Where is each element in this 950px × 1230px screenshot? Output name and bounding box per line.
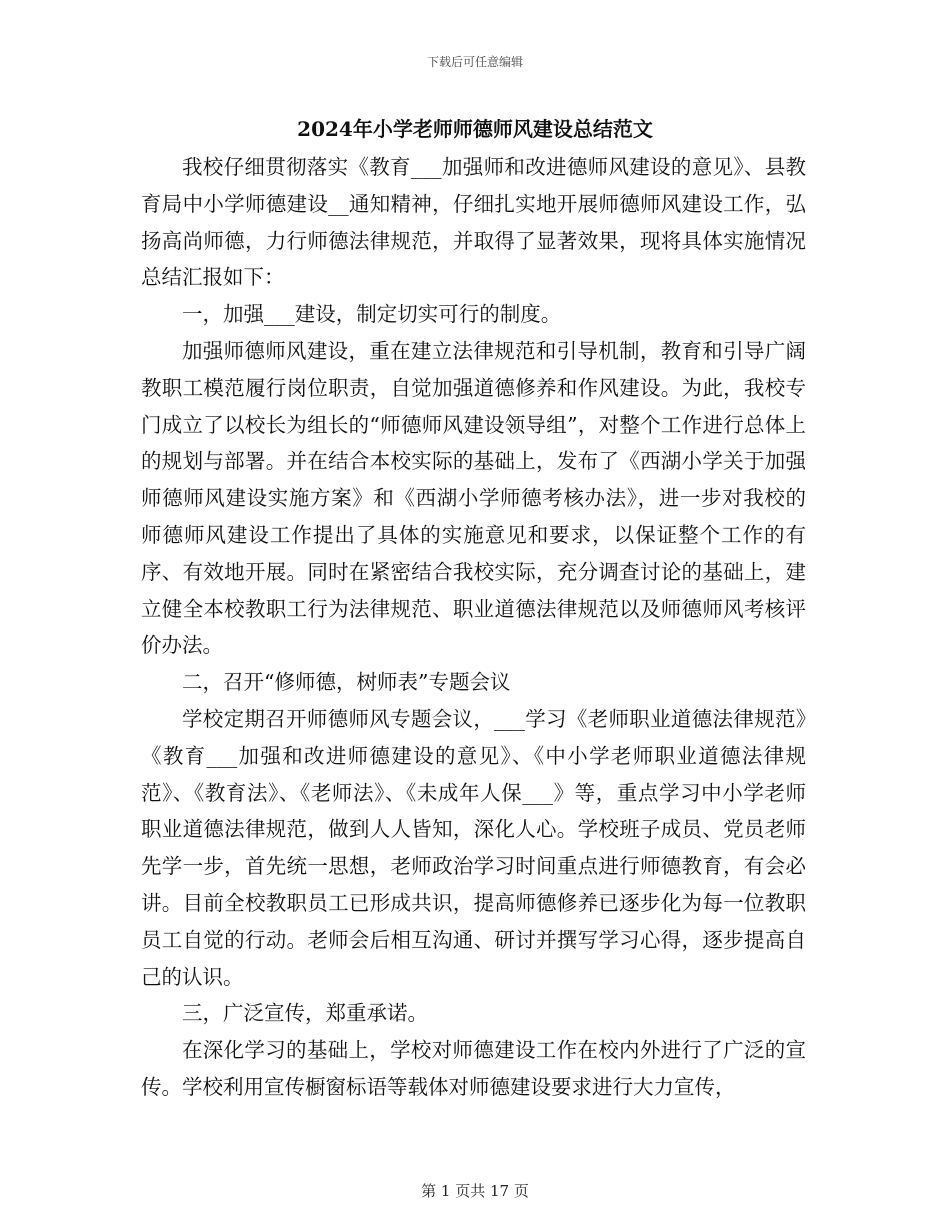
section-heading-2: 二，召开“修师德，树师表”专题会议	[182, 670, 511, 695]
paragraph-section-3: 在深化学习的基础上，学校对师德建设工作在校内外进行了广泛的宣传。学校利用宣传橱窗标语等载体对师德建设要求进行大力宣传，	[141, 1038, 806, 1099]
paragraph-section-1: 加强师德师风建设，重在建立法律规范和引导机制，教育和引导广阔教职工模范履行岗位职责，自觉加强道德修养和作风建设。为此，我校专门成立了以校长为组长的“师德师风建设领导组”，对整个工作进行总体上的规划与部署。并在结合本校实际的基础上，发布了《西湖小学关于加强师德师风建设实施方案》和《西湖小学师德考核办法》，进一步对我校的师德师风建设工作提出了具体的实施意见和要求，以保证整个工作的有序、有效地开展。同时在紧密结合我校实际，充分调查讨论的基础上，建立健全本校教职工行为法律规范、职业道德法律规范以及师德师风考核评价办法。	[141, 338, 806, 658]
section-heading-3: 三，广泛宣传，郑重承诺。	[182, 1001, 428, 1026]
paragraph-section-2: 学校定期召开师德师风专题会议，___学习《老师职业道德法律规范》《教育___加强和改进师德建设的意见》、《中小学老师职业道德法律规范》、《教育法》、《老师法》、《未成年人保___》等，重点学习中小学老师职业道德法律规范，做到人人皆知，深化人心。学校班子成员、党员老师先学一步，首先统一思想，老师政治学习时间重点进行师德教育，有会必讲。目前全校教职员工已形成共识，提高师德修养已逐步化为每一位教职员工自觉的行动。老师会后相互沟通、研讨并撰写学习心得，逐步提高自己的认识。	[141, 706, 806, 989]
page-number: 第 1 页共 17 页	[421, 1182, 529, 1200]
section-heading-1: 一，加强___建设，制定切实可行的制度。	[182, 302, 562, 327]
header-note: 下载后可任意编辑	[426, 55, 523, 69]
document-title: 2024年小学老师师德师风建设总结范文	[297, 117, 653, 141]
document-body	[141, 149, 806, 1106]
paragraph-intro: 我校仔细贯彻落实《教育___加强师和改进德师风建设的意见》、县教育局中小学师德建设__通知精神，仔细扎实地开展师德师风建设工作，弘扬高尚师德，力行师德法律规范，并取得了显著效果，现将具体实施情况总结汇报如下：	[141, 155, 806, 290]
